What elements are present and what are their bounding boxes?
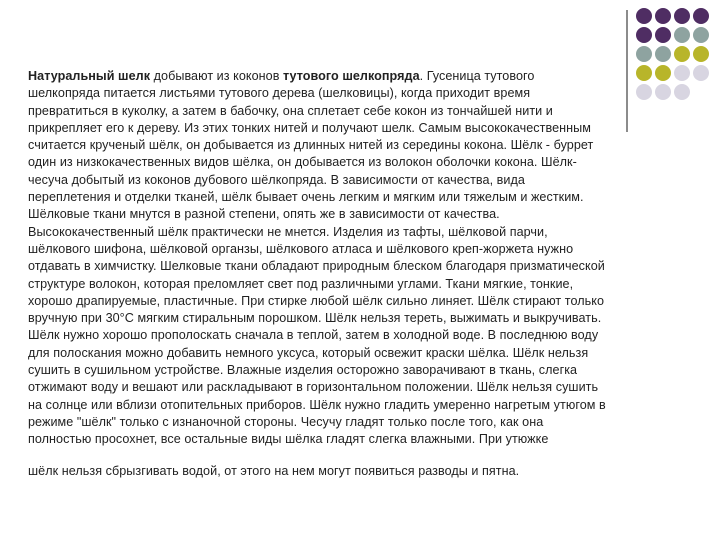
decorative-dot (674, 46, 690, 62)
vertical-divider-line (626, 10, 628, 132)
document-body (28, 68, 608, 480)
final-line: шёлк нельзя сбрызгивать водой, от этого на нем могут появиться разводы и пятна. (28, 463, 520, 478)
lead-term: Натуральный шелк (28, 69, 151, 83)
decorative-dot (636, 27, 652, 43)
decorative-dot (674, 27, 690, 43)
main-paragraph (28, 68, 608, 449)
decorative-dot (674, 84, 690, 100)
decorative-dot (693, 46, 709, 62)
decorative-dot (655, 27, 671, 43)
decorative-dot (655, 84, 671, 100)
decorative-dot (693, 8, 709, 24)
decorative-dot (636, 84, 652, 100)
decorative-dot (636, 65, 652, 81)
decorative-dot (693, 65, 709, 81)
decorative-dot-grid (636, 8, 709, 100)
decorative-dot (636, 8, 652, 24)
silkworm-term: тутового шелкопряда (283, 69, 420, 83)
decorative-dot (674, 8, 690, 24)
paragraph-body: . Гусеница тутового шелкопряда питается листьями тутового дерева (шелковицы), когда приходит время превратиться в куколку, а затем в бабочку, она сплетает себе кокон из тончайшей нити и прикрепляет его к дереву. Из этих тонких нитей и получают шелк. Самым высококачественным считается крученый шёлк, он добывается из длинных нитей из середины кокона. Шёлк - буррет один из низкокачественных видов шёлка, он добывается из волокон оболочки кокона. Шёлк- чесуча добытый из коконов дубового шёлкопряда. В зависимости от качества, вида переплетения и отделки тканей, шёлк бывает очень легким и мягким или тяжелым и жестким. Шёлковые ткани мнутся в разной степени, опять же в зависимости от качества. Высококачественный шёлк практически не мнется. Изделия из тафты, шёлковой парчи, шёлкового шифона, шёлковой органзы, шёлкового атласа и шёлкового креп-жоржета нужно отдавать в химчистку. Шелковые ткани обладают природным блеском благодаря призматической структуре волокон, которая преломляет свет под различными углами. Ткани мягкие, тонкие, хорошо драпируемые, пластичные. При стирке любой шёлк сильно линяет. Шёлк стирают только вручную при 30°С мягким стиральным порошком. Шёлк нельзя тереть, выжимать и выкручивать. Шёлк нужно хорошо прополоскать сначала в теплой, затем в холодной воде. В последнюю воду для полоскания можно добавить немного уксуса, который освежит краски шёлка. Шёлк нельзя сушить в сушильном устройстве. Влажные изделия осторожно заворачивают в ткань, слегка отжимают воду и вешают или раскладывают в горизонтальном положении. Шёлк нельзя сушить на солнце или вблизи отопительных приборов. Шёлк нужно гладить умеренно нагретым утюгом в режиме "шёлк" только с изнаночной стороны. Чесучу гладят только после того, как она полностью просохнет, все остальные виды шёлка гладят слегка влажными. При утюжке (28, 69, 606, 447)
decorative-dot (674, 65, 690, 81)
lead-rest: добывают из коконов (150, 69, 283, 83)
decorative-dot (655, 8, 671, 24)
decorative-dot (693, 84, 709, 100)
decorative-dot (693, 27, 709, 43)
decorative-dot (655, 46, 671, 62)
decorative-dot (636, 46, 652, 62)
decorative-dot (655, 65, 671, 81)
